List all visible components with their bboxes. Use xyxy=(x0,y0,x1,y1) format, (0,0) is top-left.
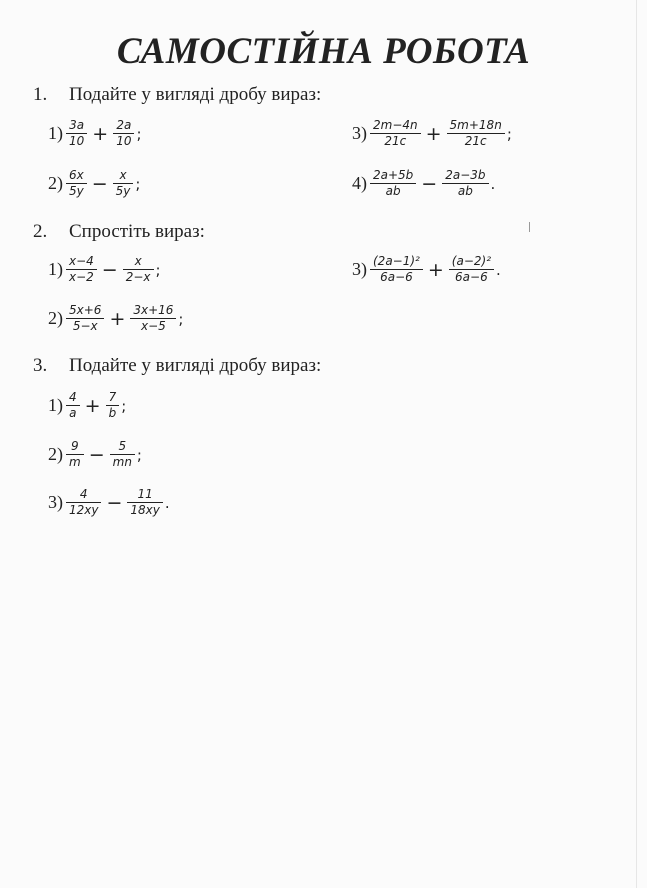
task-label: 1) xyxy=(48,395,63,415)
fraction xyxy=(370,118,421,149)
numerator: 2a xyxy=(116,118,132,132)
task-label: 3) xyxy=(48,492,63,512)
fraction xyxy=(447,118,505,149)
fraction xyxy=(66,168,87,199)
task-3-2 xyxy=(48,439,142,470)
denominator: 2−x xyxy=(125,270,151,284)
denominator: 6a−6 xyxy=(455,270,488,284)
task-3-3 xyxy=(48,487,170,518)
numerator: 5x+6 xyxy=(69,303,102,317)
fraction xyxy=(106,390,120,421)
task-1-4 xyxy=(352,168,495,199)
fraction xyxy=(66,118,87,149)
punctuation: . xyxy=(496,260,501,279)
operator: + xyxy=(425,122,442,145)
task-label: 2) xyxy=(48,173,63,193)
punctuation: ; xyxy=(178,309,184,328)
operator: − xyxy=(88,443,105,466)
fraction xyxy=(370,168,416,199)
denominator: 21c xyxy=(464,134,487,148)
task-label: 4) xyxy=(352,173,367,193)
section-number: 3. xyxy=(33,355,48,376)
operator: − xyxy=(101,258,118,281)
task-label: 2) xyxy=(48,308,63,328)
fraction xyxy=(113,168,134,199)
numerator: 9 xyxy=(71,439,79,453)
denominator: 21c xyxy=(384,134,407,148)
section-number: 1. xyxy=(33,84,48,105)
task-2-2 xyxy=(48,303,183,334)
section-heading-text: Подайте у вигляді дробу вираз: xyxy=(69,355,322,376)
denominator: mn xyxy=(112,455,132,469)
fraction xyxy=(113,118,134,149)
task-label: 2) xyxy=(48,444,63,464)
page-title: САМОСТІЙНА РОБОТА xyxy=(116,31,531,72)
denominator: 6a−6 xyxy=(380,270,413,284)
denominator: m xyxy=(69,455,81,469)
fraction xyxy=(66,439,84,470)
denominator: x−5 xyxy=(140,319,166,333)
numerator: (a−2)² xyxy=(451,254,491,268)
task-1-3 xyxy=(352,118,512,149)
section-3-heading xyxy=(33,355,321,377)
operator: − xyxy=(106,491,123,514)
denominator: 10 xyxy=(69,134,85,148)
task-label: 3) xyxy=(352,259,367,279)
fraction xyxy=(110,439,135,470)
fraction xyxy=(127,487,162,518)
task-1-1 xyxy=(48,118,142,149)
punctuation: ; xyxy=(121,396,127,415)
punctuation: ; xyxy=(136,445,142,464)
punctuation: ; xyxy=(135,174,141,193)
fraction xyxy=(449,254,494,285)
section-heading-text: Спростіть вираз: xyxy=(69,221,205,242)
numerator: 6x xyxy=(69,168,84,182)
numerator: 2a−3b xyxy=(445,168,486,182)
section-2-heading xyxy=(33,221,205,243)
denominator: 12xy xyxy=(69,503,99,517)
fraction xyxy=(66,390,80,421)
numerator: 11 xyxy=(137,487,153,501)
denominator: 5y xyxy=(115,184,131,198)
numerator: 2m−4n xyxy=(373,118,418,132)
numerator: x−4 xyxy=(69,254,94,268)
denominator: ab xyxy=(385,184,401,198)
denominator: 5−x xyxy=(72,319,98,333)
task-1-2 xyxy=(48,168,140,199)
numerator: 3a xyxy=(69,118,85,132)
punctuation: ; xyxy=(155,260,161,279)
task-2-1 xyxy=(48,254,161,285)
punctuation: . xyxy=(490,174,496,193)
scan-edge-line xyxy=(636,0,637,888)
section-number: 2. xyxy=(33,221,48,242)
numerator: x xyxy=(134,254,142,268)
fraction xyxy=(66,303,104,334)
numerator: 4 xyxy=(79,487,88,501)
fraction xyxy=(370,254,423,285)
punctuation: . xyxy=(164,493,170,512)
operator: + xyxy=(92,122,109,145)
denominator: ab xyxy=(457,184,473,198)
operator: + xyxy=(84,394,101,417)
operator: − xyxy=(91,172,108,195)
operator: − xyxy=(421,172,438,195)
task-label: 1) xyxy=(48,259,63,279)
section-heading-text: Подайте у вигляді дробу вираз: xyxy=(69,84,322,105)
denominator: 18xy xyxy=(130,503,160,517)
task-label: 1) xyxy=(48,123,63,143)
punctuation: ; xyxy=(506,124,512,143)
denominator: b xyxy=(108,406,117,420)
denominator: 5y xyxy=(69,184,84,198)
fraction xyxy=(442,168,488,199)
operator: + xyxy=(109,307,126,330)
punctuation: ; xyxy=(136,124,142,143)
numerator: 5m+18n xyxy=(449,118,502,132)
denominator: 10 xyxy=(116,134,132,148)
task-2-3 xyxy=(352,254,501,285)
operator: + xyxy=(427,258,444,281)
fraction xyxy=(130,303,176,334)
numerator: (2a−1)² xyxy=(373,254,420,268)
task-label: 3) xyxy=(352,123,367,143)
fraction xyxy=(123,254,154,285)
task-3-1 xyxy=(48,390,126,421)
denominator: x−2 xyxy=(69,270,94,284)
numerator: 5 xyxy=(118,439,127,453)
numerator: 7 xyxy=(108,390,117,404)
fraction xyxy=(66,487,101,518)
numerator: 3x+16 xyxy=(133,303,174,317)
denominator: a xyxy=(69,406,77,420)
numerator: x xyxy=(119,168,127,182)
scan-speck xyxy=(529,222,530,232)
section-1-heading xyxy=(33,84,321,106)
numerator: 2a+5b xyxy=(373,168,414,182)
numerator: 4 xyxy=(69,390,77,404)
fraction xyxy=(66,254,97,285)
